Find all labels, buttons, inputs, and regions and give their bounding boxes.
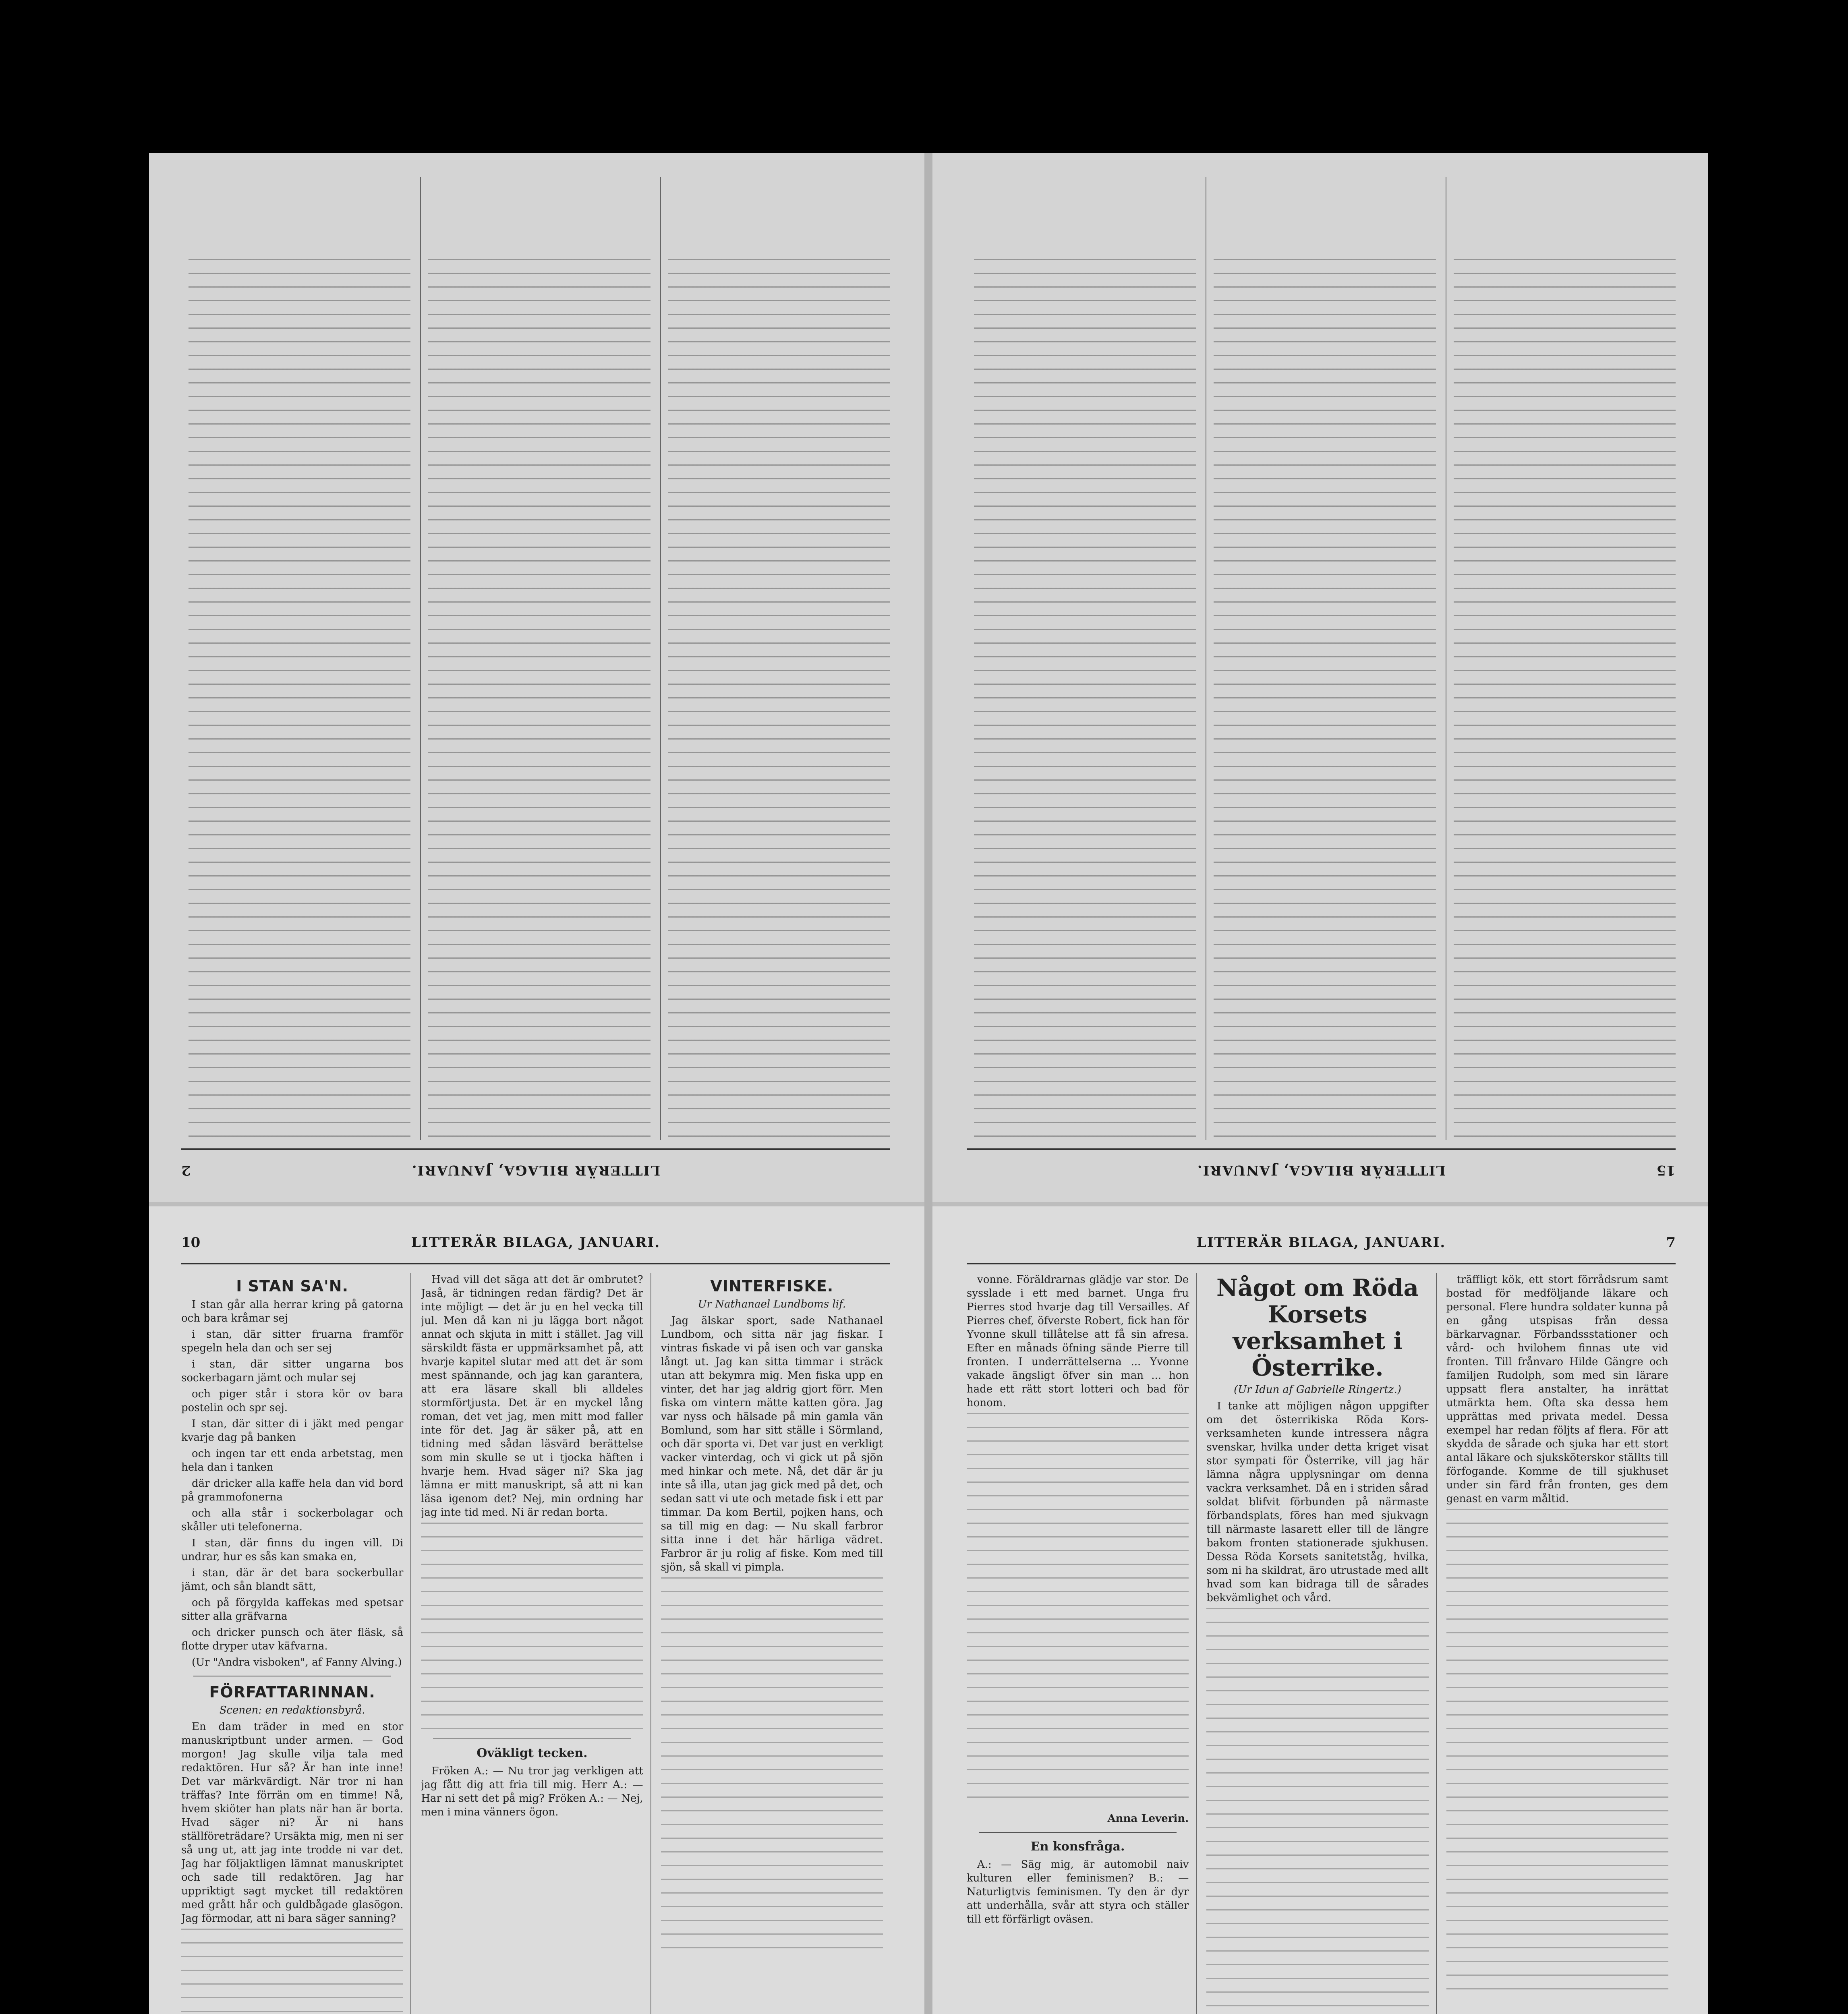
page-number: 10 bbox=[181, 1235, 201, 1251]
section-title: Oväkligt tecken. bbox=[477, 1746, 588, 1760]
page-title: LITTERÄR BILAGA, JANUARI. bbox=[1196, 1235, 1446, 1251]
text-block bbox=[967, 1413, 1189, 1808]
column-roda-korset bbox=[1206, 1273, 1436, 2014]
text-block bbox=[1446, 1509, 1668, 1992]
verse: I stan, där sitter di i jäkt med pengar kvarje dag på banken bbox=[181, 1418, 404, 1444]
article-body: Hvad vill det säga att det är ombrutet? Jaså, är tidningen redan färdig? Det är inte möjligt — det är ju en hel vecka till jul. Men då kan ni ju lägga bort något annat och skjuta in mitt i stället. Jag vill särskildt fästa er uppmärksamhet på, att hvarje kapitel slutar med att det är som mest spännande, och jag kan garantera, att era läsare skall bli alldeles stormförtjusta. Det är en myckel lång roman, det vet jag, men mitt mod faller inte för det. Jag är säker på, att en tidning med sådan läsvärd berättelse som min skulle se ut i tjocka häften i hvarje hem. Hvad säger ni? Ska jag lämna er mitt manuskript, så att ni kan läsa igenom det? Nej, min ordning har jag inte tid med. Ni är redan borta. bbox=[421, 1274, 643, 1519]
header-rule bbox=[967, 1263, 1676, 1264]
column-forbandsstationer bbox=[1446, 1273, 1676, 2014]
verse: i stan, där sitter fruarna framför spegeln hela dan och ser sej bbox=[181, 1328, 404, 1354]
article-title: VINTERFISKE. bbox=[710, 1277, 834, 1295]
column bbox=[967, 177, 1196, 1140]
bottom-page-right bbox=[934, 1206, 1708, 2014]
column-group bbox=[967, 1273, 1676, 2014]
column-forfattarinnan bbox=[421, 1273, 651, 2014]
column-vinterfiske bbox=[661, 1273, 890, 2014]
column bbox=[660, 177, 890, 1140]
page-number: 7 bbox=[1666, 1235, 1676, 1251]
verse: och ingen tar ett enda arbetstag, men hela dan i tanken bbox=[181, 1448, 404, 1473]
article-body: En dam träder in med en stor manuskriptbunt under armen. — God morgon! Jag skulle vilja tala med redaktören. Hur så? Är han inte inne! Det var märkvärdigt. När tror ni han träffas? Inte förrän om en timme! Nå, hvem skiöter han plats när han är borta. Hvad säger ni? Är ni hans ställföreträdare? Ursäkta mig, men ni ser så ung ut, att jag inte trodde ni var det. Jag har följaktligen lämnat manuskriptet och sade till redaktören. Jag har uppriktigt sagt mycket till redaktören med grått hår och guldbågade glasögon. Jag förmodar, att ni bara säger sanning? bbox=[181, 1721, 404, 1925]
text-block bbox=[1454, 251, 1676, 1137]
verse: i stan, där är det bara sockerbullar jämt, och sån blandt sätt, bbox=[181, 1567, 404, 1593]
signature: Anna Leverin. bbox=[1107, 1813, 1189, 1825]
column-group bbox=[181, 1273, 890, 2014]
header-rule bbox=[181, 1263, 890, 1264]
text-block bbox=[1214, 251, 1436, 1137]
article-title: Något om Röda Korsets verksamhet i Österrike. bbox=[1216, 1274, 1419, 1381]
text-block bbox=[661, 1577, 883, 1960]
page-title: LITTERÄR BILAGA, JANUARI. bbox=[1196, 1162, 1446, 1178]
page-header bbox=[967, 1235, 1676, 1259]
text-block bbox=[974, 251, 1196, 1137]
page-title: LITTERÄR BILAGA, JANUARI. bbox=[411, 1235, 661, 1251]
page-header bbox=[181, 1235, 890, 1259]
text-block bbox=[181, 1929, 403, 2014]
page-gutter bbox=[924, 153, 932, 2014]
verse: och alla står i sockerbolagar och skåller uti telefonerna. bbox=[181, 1507, 404, 1533]
column-group bbox=[967, 177, 1676, 1140]
column-group bbox=[181, 177, 890, 1140]
page-number: 2 bbox=[181, 1162, 191, 1178]
column bbox=[181, 177, 410, 1140]
section-title: FÖRFATTARINNAN. bbox=[209, 1683, 375, 1701]
verse: I stan går alla herrar kring på gatorna och bara kråmar sej bbox=[181, 1299, 404, 1324]
column bbox=[1206, 177, 1436, 1140]
header-rule bbox=[967, 1148, 1676, 1150]
header-rule bbox=[181, 1148, 890, 1150]
article-body: I tanke att möjligen någon uppgifter om det österrikiska Röda Kors-verksamheten kunde intressera några svenskar, hvilka under detta kriget visat stor sympati för Österrike, vill jag här lämna några upplysningar om denna vackra verksamhet. Då en i striden sårad soldat blifvit förbunden på närmaste förbandsplats, föres han med sjukvagn till närmaste lasarett eller till de längre bakom fronten stationerade sjukhusen. Dessa Röda Korsets sanitetståg, hvilka, som ni ha skildrat, äro utrustade med allt hvad som kan bidraga till de sårades bekvämlighet och vård. bbox=[1206, 1400, 1429, 1604]
article-body: Jag älskar sport, sade Nathanael Lundbom, och sitta när jag fiskar. I vintras fiskade vi på isen och var ganska långt ut. Jag kan sitta timmar i sträck utan att bekymra mig. Men fiska upp en vinter, det har jag aldrig gjort förr. Men fiska om vintern mätte katten göra. Jag var nyss och hälsade på min gamla vän Bomlund, som har sitt ställe i Sörmland, och där sporta vi. Det var just en verkligt vacker vinterdag, och vi gick ut på sjön med hinkar och mete. Nå, det där är ju inte så illa, utan jag gick med på det, och sedan satt vi ute och metade fisk i ett par timmar. Da kom Bertil, pojken hans, och sa till mig en dag: — Nu skall farbror sitta inne i det här härliga vädret. Farbror är ju rolig af fiske. Kom med till sjön, så skall vi pimpla. bbox=[661, 1315, 883, 1573]
page-header bbox=[967, 1154, 1676, 1178]
article-body: vonne. Föräldrarnas glädje var stor. De sysslade i ett med barnet. Unga fru Pierres stod hvarje dag till Versailles. Af Pierres chef, öfverste Robert, fick han för Yvonne skull tillåtelse att få sin afresa. Efter en månads öfning sände Pierre till fronten. I underrättelserna ... Yvonne vakade ängsligt öfver sin man ... hon hade ett rätt stort lotteri och bad för honom. bbox=[967, 1274, 1189, 1409]
verse: och dricker punsch och äter fläsk, så flotte dryper utav käfvarna. bbox=[181, 1627, 404, 1652]
text-block bbox=[421, 1523, 643, 1732]
top-page-left bbox=[934, 153, 1708, 1206]
verse: där dricker alla kaffe hela dan vid bord på grammofonerna bbox=[181, 1477, 404, 1503]
verse: i stan, där sitter ungarna bos sockerbagarn jämt och mular sej bbox=[181, 1358, 404, 1384]
column bbox=[420, 177, 650, 1140]
divider bbox=[979, 1832, 1177, 1833]
text-block bbox=[1206, 1608, 1428, 2011]
article-body: A.: — Säg mig, är automobil naiv kulturen eller feminismen? B.: — Naturligtvis feminismen. Ty den är dyr att underhålla, svår att styra och ställer till ett förfärligt oväsen. bbox=[967, 1859, 1189, 1925]
text-block bbox=[668, 251, 890, 1137]
article-body: Fröken A.: — Nu tror jag verkligen att jag fått dig att fria till mig. Herr A.: — Har ni sett det på mig? Fröken A.: — Nej, men i mina vänners ögon. bbox=[421, 1765, 643, 1818]
article-subtitle: Ur Nathanael Lundboms lif. bbox=[698, 1298, 846, 1310]
bottom-page-left bbox=[149, 1206, 922, 2014]
divider bbox=[433, 1738, 631, 1739]
verse: och piger står i stora kör ov bara postelin och spr sej. bbox=[181, 1388, 404, 1414]
page-header bbox=[181, 1154, 890, 1178]
text-block bbox=[428, 251, 650, 1137]
newspaper-sheet bbox=[149, 153, 1708, 2014]
article-title: I STAN SA'N. bbox=[236, 1277, 349, 1295]
column-i-stan bbox=[181, 1273, 411, 2014]
top-page-right bbox=[149, 153, 922, 1206]
article-subtitle: (Ur Idun af Gabrielle Ringertz.) bbox=[1234, 1384, 1401, 1396]
article-body: träffligt kök, ett stort förrådsrum samt bostad för medföljande läkare och personal. Flere hundra soldater kunna på en gång utspisas från dessa bärkarvagnar. Förbandssstationer och vård- och hvilohem finnas ute vid fronten. Till frånvaro Hilde Gängre och familjen Rudolph, som med sin lärare uppsatt flera anstalter, ha inrättat utmärkta hem. Ofta ska dessa hem upprättas med privata medel. Dessa exempel har redan följts af flera. För att skydda de sårade och sjuka har ett stort antal läkare och sjuksköterskor ställts till förfogande. Komme de till sjukhuset under sin färd från fronten, ges dem genast en varm måltid. bbox=[1446, 1274, 1668, 1505]
column-yvonne bbox=[967, 1273, 1197, 2014]
text-block bbox=[189, 251, 410, 1137]
column bbox=[1446, 177, 1676, 1140]
verse: I stan, där finns du ingen vill. Di undrar, hur es sås kan smaka en, bbox=[181, 1537, 404, 1563]
verse: och på förgylda kaffekas med spetsar sitter alla gräfvarna bbox=[181, 1597, 404, 1622]
attribution: (Ur "Andra visboken", af Fanny Alving.) bbox=[192, 1656, 402, 1668]
page-number: 15 bbox=[1656, 1162, 1676, 1178]
section-subtitle: Scenen: en redaktionsbyrå. bbox=[219, 1704, 365, 1716]
page-title: LITTERÄR BILAGA, JANUARI. bbox=[411, 1162, 661, 1178]
section-title: En konsfråga. bbox=[1030, 1840, 1125, 1854]
